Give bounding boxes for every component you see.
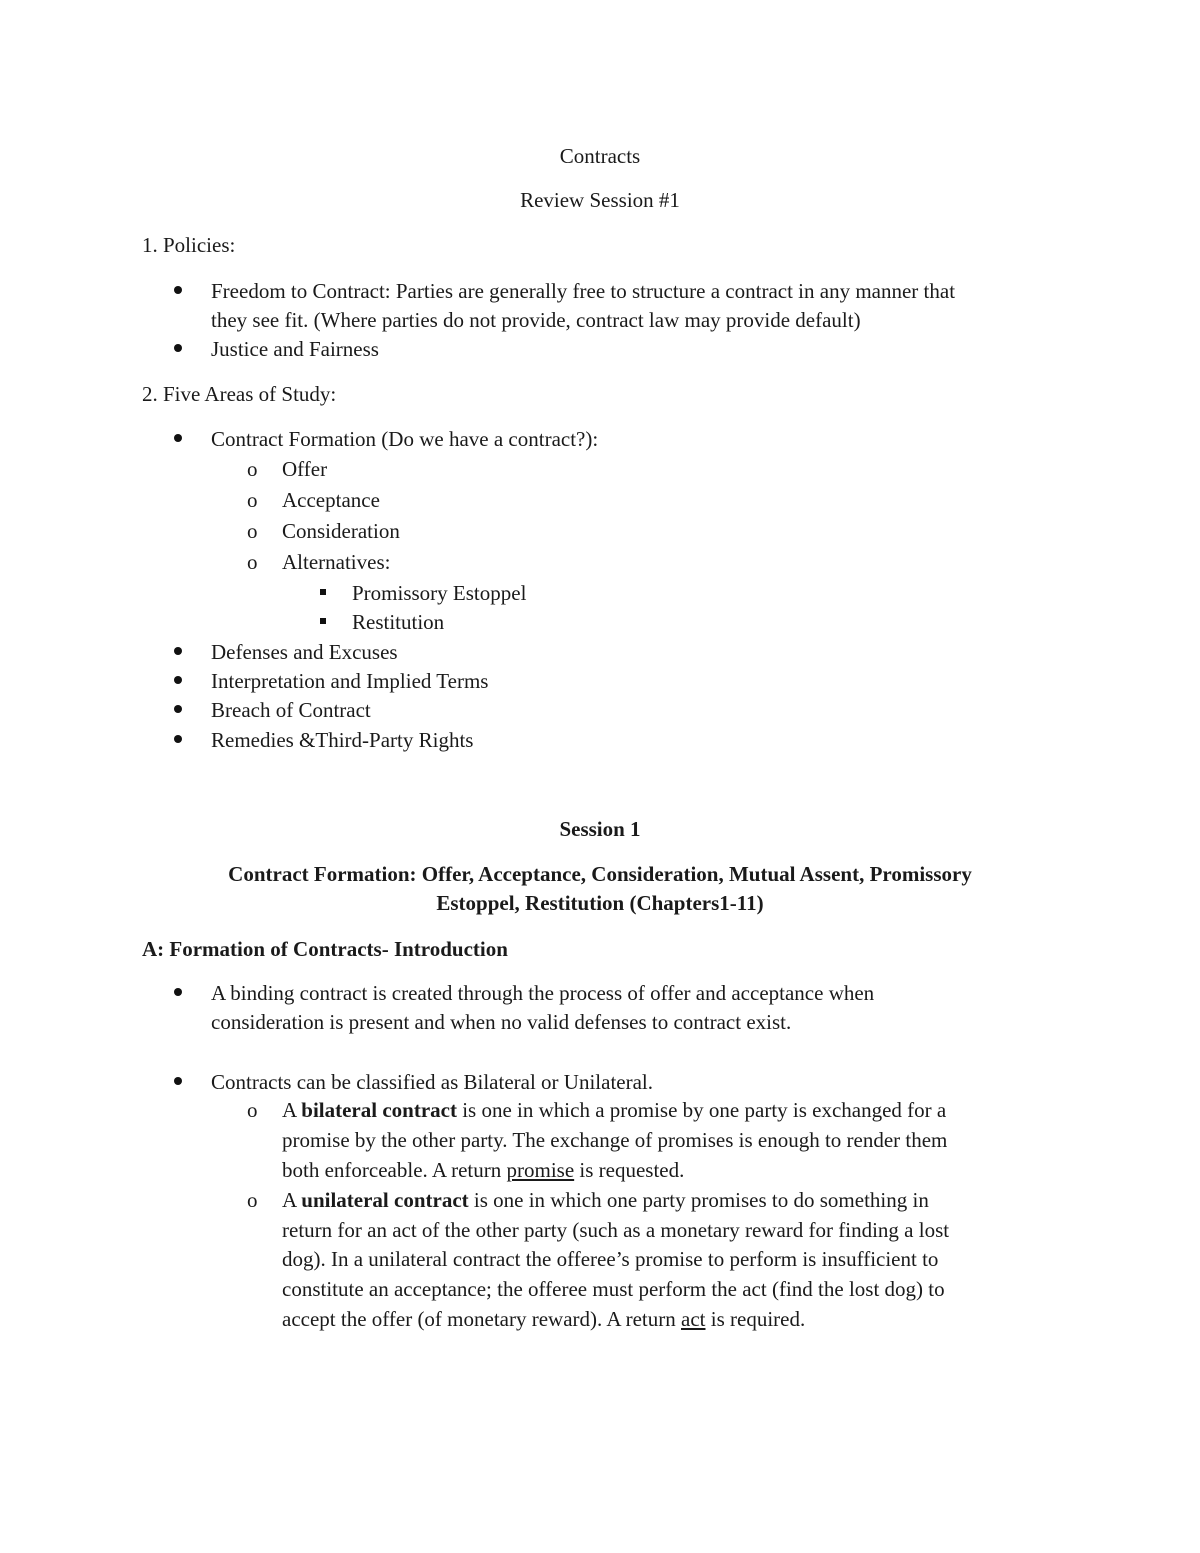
square-bullet-icon bbox=[320, 618, 326, 624]
session-title: Session 1 bbox=[559, 817, 641, 841]
areas-heading: 2. Five Areas of Study: bbox=[142, 382, 337, 406]
underlined-word: act bbox=[681, 1307, 706, 1331]
bullet-icon bbox=[174, 434, 182, 442]
circle-bullet-icon: o bbox=[247, 1098, 258, 1122]
document-title: Contracts bbox=[559, 144, 641, 168]
text-span: is requested. bbox=[574, 1158, 685, 1182]
bullet-icon bbox=[174, 344, 182, 352]
policy-item-line: they see fit. (Where parties do not provide, contract law may provide default) bbox=[211, 308, 861, 332]
text-span: A bbox=[282, 1098, 302, 1122]
bullet-icon bbox=[174, 286, 182, 294]
area-formation: Contract Formation (Do we have a contract?): bbox=[211, 427, 599, 451]
underlined-word: promise bbox=[506, 1158, 575, 1182]
bullet-icon bbox=[174, 735, 182, 743]
sub-item: Offer bbox=[282, 457, 328, 481]
unilateral-line: constitute an acceptance; the offeree must perform the act (find the lost dog) to bbox=[282, 1277, 945, 1301]
bullet-icon bbox=[174, 988, 182, 996]
section-a-heading: A: Formation of Contracts- Introduction bbox=[142, 937, 508, 961]
sub-item: Consideration bbox=[282, 519, 400, 543]
paragraph-line: Contracts can be classified as Bilateral or Unilateral. bbox=[211, 1070, 653, 1094]
session-subtitle-line: Estoppel, Restitution (Chapters1-11) bbox=[436, 891, 764, 915]
paragraph-line: A binding contract is created through the process of offer and acceptance when bbox=[211, 981, 875, 1005]
circle-bullet-icon: o bbox=[247, 457, 258, 481]
paragraph-line: consideration is present and when no valid defenses to contract exist. bbox=[211, 1010, 792, 1034]
bilateral-line bbox=[282, 1156, 684, 1186]
area-item: Breach of Contract bbox=[211, 698, 371, 722]
text-span: accept the offer (of monetary reward). A return bbox=[282, 1307, 682, 1331]
unilateral-line: dog). In a unilateral contract the offeree’s promise to perform is insufficient to bbox=[282, 1247, 939, 1271]
term-unilateral: unilateral contract bbox=[301, 1188, 469, 1212]
policy-item-line: Freedom to Contract: Parties are generally free to structure a contract in any manner that bbox=[211, 279, 956, 303]
text-span: is one in which a promise by one party is exchanged for a bbox=[456, 1098, 947, 1122]
policy-item-line: Justice and Fairness bbox=[211, 337, 379, 361]
session-subtitle-line: Contract Formation: Offer, Acceptance, Consideration, Mutual Assent, Promissory bbox=[228, 862, 972, 886]
term-bilateral: bilateral contract bbox=[301, 1098, 457, 1122]
unilateral-line bbox=[282, 1186, 929, 1216]
circle-bullet-icon: o bbox=[247, 519, 258, 543]
area-item: Interpretation and Implied Terms bbox=[211, 669, 489, 693]
unilateral-line bbox=[282, 1305, 805, 1335]
policies-heading: 1. Policies: bbox=[142, 233, 236, 257]
circle-bullet-icon: o bbox=[247, 1188, 258, 1212]
text-span: A bbox=[282, 1188, 302, 1212]
circle-bullet-icon: o bbox=[247, 550, 258, 574]
bilateral-line: promise by the other party. The exchange of promises is enough to render them bbox=[282, 1128, 948, 1152]
bilateral-line bbox=[282, 1096, 946, 1126]
bullet-icon bbox=[174, 676, 182, 684]
area-item: Remedies &Third-Party Rights bbox=[211, 728, 474, 752]
circle-bullet-icon: o bbox=[247, 488, 258, 512]
square-bullet-icon bbox=[320, 589, 326, 595]
sub-item: Alternatives: bbox=[282, 550, 391, 574]
unilateral-line: return for an act of the other party (such as a monetary reward for finding a lost bbox=[282, 1218, 950, 1242]
text-span: both enforceable. A return bbox=[282, 1158, 507, 1182]
document-subtitle: Review Session #1 bbox=[520, 188, 680, 212]
alternative-item: Promissory Estoppel bbox=[352, 581, 527, 605]
sub-item: Acceptance bbox=[282, 488, 380, 512]
alternative-item: Restitution bbox=[352, 610, 445, 634]
text-span: is one in which one party promises to do something in bbox=[468, 1188, 929, 1212]
bullet-icon bbox=[174, 705, 182, 713]
bullet-icon bbox=[174, 1077, 182, 1085]
text-span: is required. bbox=[705, 1307, 806, 1331]
area-item: Defenses and Excuses bbox=[211, 640, 398, 664]
bullet-icon bbox=[174, 647, 182, 655]
